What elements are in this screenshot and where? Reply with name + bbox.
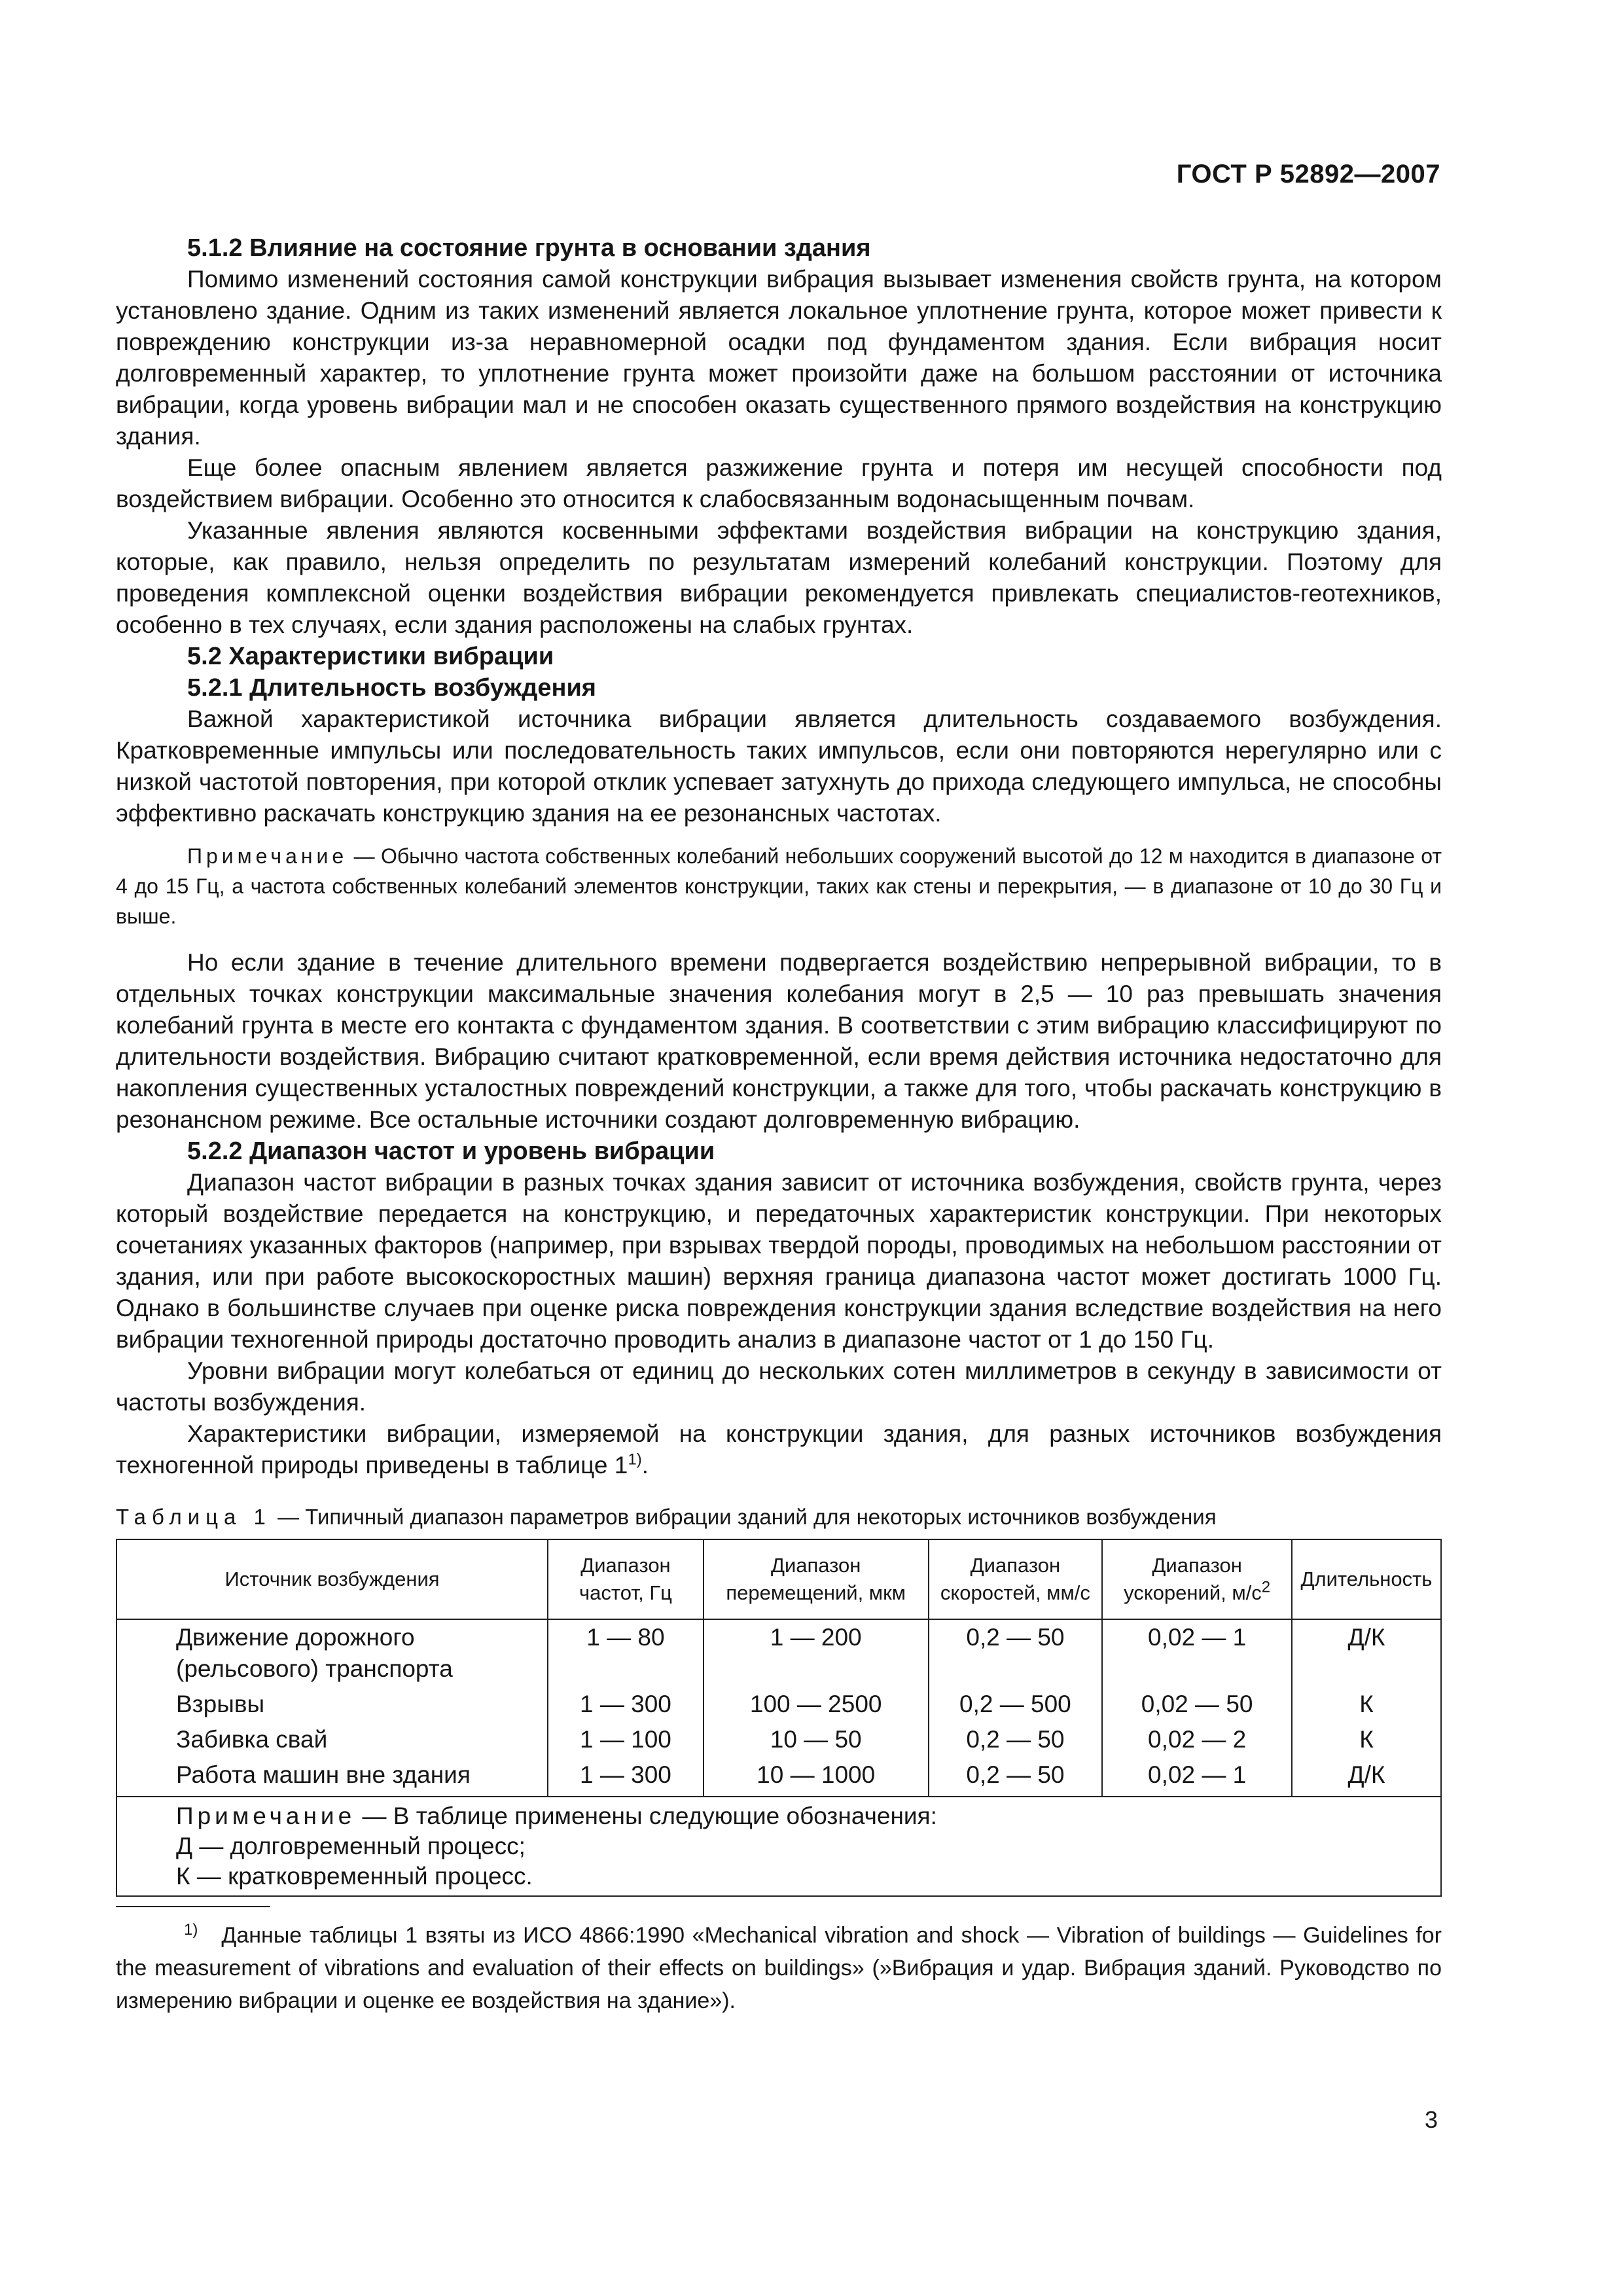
cell-velocity: 0,2 — 50 (929, 1722, 1103, 1757)
note (116, 841, 1442, 931)
table-note-k: К — кратковременный процесс. (176, 1863, 533, 1890)
table-note-row (116, 1797, 1441, 1896)
page-content (116, 232, 1442, 2017)
footnote-mark: 1) (184, 1920, 198, 1939)
cell-displacement: 10 — 1000 (704, 1757, 929, 1797)
table-caption-text: — Типичный диапазон параметров вибрации зданий для некоторых источников возбуждения (271, 1505, 1217, 1529)
footnote-text: Данные таблицы 1 взяты из ИСО 4866:1990 «Mechanical vibration and shock — Vibration of buildings — Guidelines for the measurement of vibrations and evaluation of their effects on buildings» (»Вибрация и удар. Вибрация зданий. Руководство по измерению вибрации и оценке ее воздействия на здание»). (116, 1923, 1442, 2013)
cell-duration: Д/К (1292, 1757, 1441, 1797)
table-note-line (176, 1801, 1431, 1831)
header-frequency: Диапазон частот, Гц (548, 1539, 704, 1619)
heading-5-2-1: 5.2.1 Длительность возбуждения (187, 674, 596, 702)
cell-source: Движение дорожного (рельсового) транспорта (116, 1619, 548, 1687)
cell-frequency: 1 — 300 (548, 1757, 704, 1797)
table-note-d: Д — долговременный процесс; (176, 1833, 526, 1859)
paragraph: Диапазон частот вибрации в разных точках здания зависит от источника возбуждения, свойств грунта, через который воздействие передается на конструкцию, и передаточных характеристик конструкции. При некоторых сочетаниях указанных факторов (например, при взрывах твердой породы, проводимых на небольшом расстоянии от здания, или при работе высокоскоростных машин) верхняя граница диапазона частот может достигать 1000 Гц. Однако в большинстве случаев при оценке риска повреждения конструкции здания вследствие воздействия на него вибрации техногенной природы достаточно проводить анализ в диапазоне частот от 1 до 150 Гц. (116, 1169, 1442, 1353)
cell-frequency: 1 — 100 (548, 1722, 704, 1757)
cell-frequency: 1 — 80 (548, 1619, 704, 1687)
paragraph: Указанные явления являются косвенными эффектами воздействия вибрации на конструкцию здания, которые, как правило, нельзя определить по результатам измерений колебаний конструкции. Поэтому для проведения комплексной оценки воздействия вибрации рекомендуется привлекать специалистов-геотехников, особенно в тех случаях, если здания расположены на слабых грунтах. (116, 517, 1442, 638)
paragraph: Уровни вибрации могут колебаться от единиц до нескольких сотен миллиметров в секунду в зависимости от частоты возбуждения. (116, 1357, 1442, 1416)
footnote (116, 1919, 1442, 2017)
header-velocity: Диапазон скоростей, мм/с (929, 1539, 1103, 1619)
heading-5-2: 5.2 Характеристики вибрации (187, 643, 554, 670)
table-caption-label: Таблица 1 (116, 1505, 272, 1529)
cell-displacement: 100 — 2500 (704, 1687, 929, 1722)
cell-acceleration: 0,02 — 50 (1102, 1687, 1292, 1722)
cell-frequency: 1 — 300 (548, 1687, 704, 1722)
page-number: 3 (1424, 2106, 1438, 2133)
paragraph: Еще более опасным явлением является разжижение грунта и потеря им несущей способности под воздействием вибрации. Особенно это относится к слабосвязанным водонасыщенным почвам. (116, 454, 1442, 512)
paragraph-end: . (641, 1452, 649, 1479)
cell-velocity: 0,2 — 500 (929, 1687, 1103, 1722)
cell-acceleration: 0,02 — 1 (1102, 1619, 1292, 1687)
footnote-divider (116, 1906, 270, 1907)
note-text: — Обычно частота собственных колебаний небольших сооружений высотой до 12 м находится в диапазоне от 4 до 15 Гц, а частота собственных колебаний элементов конструкции, таких как стены и перекрытия, — в диапазоне от 10 до 30 Гц и выше. (116, 844, 1442, 928)
table-note-text: — В таблице применены следующие обозначения: (355, 1803, 937, 1829)
paragraph-text: Характеристики вибрации, измеряемой на конструкции здания, для разных источников возбуждения техногенной природы приведены в таблице 1 (116, 1420, 1442, 1479)
cell-displacement: 1 — 200 (704, 1619, 929, 1687)
header-acceleration-text: Диапазон ускорений, м/с (1124, 1554, 1262, 1604)
table-note (116, 1797, 1441, 1896)
footnote-reference: 1) (628, 1450, 642, 1469)
table-row (116, 1722, 1441, 1757)
cell-velocity: 0,2 — 50 (929, 1619, 1103, 1687)
vibration-parameters-table (116, 1539, 1442, 1897)
paragraph: Важной характеристикой источника вибрации является длительность создаваемого возбуждения. Кратковременные импульсы или последовательность таких импульсов, если они повторяются нерегулярно или с низкой частотой повторения, при которой отклик успевает затухнуть до прихода следующего импульса, не способны эффективно раскачать конструкцию здания на ее резонансных частотах. (116, 706, 1442, 827)
cell-source: Забивка свай (116, 1722, 548, 1757)
cell-acceleration: 0,02 — 2 (1102, 1722, 1292, 1757)
header-displacement: Диапазон перемещений, мкм (704, 1539, 929, 1619)
cell-acceleration: 0,02 — 1 (1102, 1757, 1292, 1797)
paragraph: Помимо изменений состояния самой конструкции вибрация вызывает изменения свойств грунта, на котором установлено здание. Одним из таких изменений является локальное уплотнение грунта, которое может привести к повреждению конструкции из-за неравномерной осадки под фундаментом здания. Если вибрация носит долговременный характер, то уплотнение грунта может произойти даже на большом расстоянии от источника вибрации, когда уровень вибрации мал и не способен оказать существенного прямого воздействия на конструкцию здания. (116, 266, 1442, 450)
table-caption (116, 1503, 1442, 1531)
table-row (116, 1687, 1441, 1722)
header-source: Источник возбуждения (116, 1539, 548, 1619)
paragraph: Но если здание в течение длительного времени подвергается воздействию непрерывной вибрации, то в отдельных точках конструкции максимальные значения колебания могут в 2,5 — 10 раз превышать значения колебаний грунта в месте его контакта с фундаментом здания. В соответствии с этим вибрацию классифицируют по длительности воздействия. Вибрацию считают кратковременной, если время действия источника недостаточно для накопления существенных усталостных повреждений конструкции, а также для того, чтобы раскачать конструкцию в резонансном режиме. Все остальные источники создают долговременную вибрацию. (116, 949, 1442, 1133)
cell-duration: Д/К (1292, 1619, 1441, 1687)
cell-velocity: 0,2 — 50 (929, 1757, 1103, 1797)
table-note-label: Примечание (176, 1803, 356, 1829)
standard-code-header: ГОСТ Р 52892—2007 (1176, 160, 1440, 188)
note-label: Примечание (187, 844, 348, 868)
cell-source: Взрывы (116, 1687, 548, 1722)
header-acceleration-sup: 2 (1261, 1578, 1271, 1596)
cell-duration: К (1292, 1722, 1441, 1757)
paragraph (116, 1418, 1442, 1481)
header-duration: Длительность (1292, 1539, 1441, 1619)
heading-5-2-2: 5.2.2 Диапазон частот и уровень вибрации (187, 1138, 715, 1165)
heading-5-1-2: 5.1.2 Влияние на состояние грунта в основании здания (187, 234, 871, 262)
table-row (116, 1757, 1441, 1797)
table-header-row (116, 1539, 1441, 1619)
cell-displacement: 10 — 50 (704, 1722, 929, 1757)
header-acceleration (1102, 1539, 1292, 1619)
cell-source: Работа машин вне здания (116, 1757, 548, 1797)
table-row (116, 1619, 1441, 1687)
cell-duration: К (1292, 1687, 1441, 1722)
